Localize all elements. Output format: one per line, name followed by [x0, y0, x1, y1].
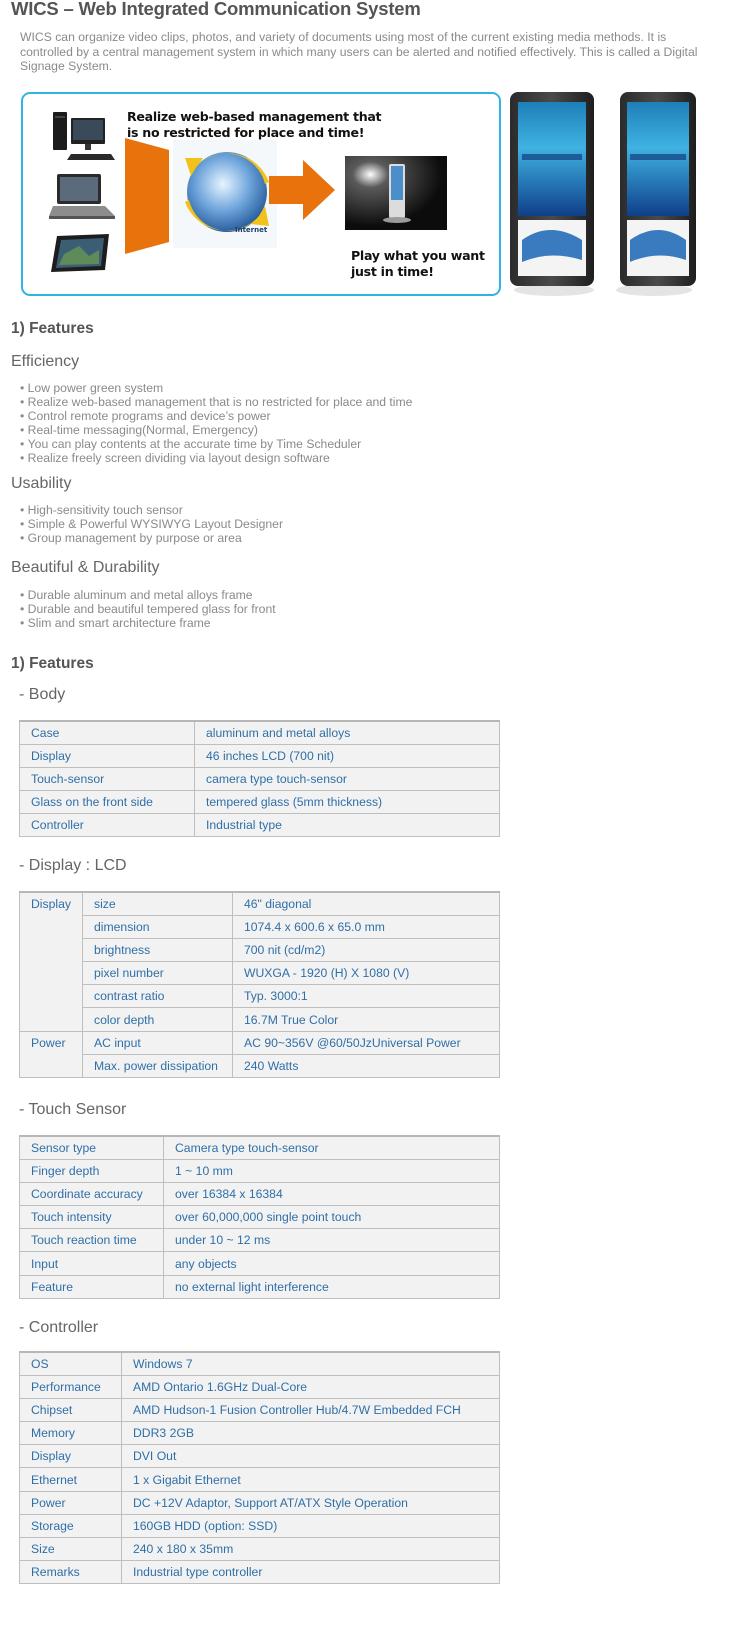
table-row [20, 1514, 500, 1537]
table-row [20, 1398, 500, 1421]
table-row [20, 767, 500, 790]
spec-label: dimension [83, 915, 233, 938]
spec-value: 46 inches LCD (700 nit) [195, 744, 500, 767]
table-row [20, 938, 500, 961]
kiosk-left [510, 92, 594, 296]
table-row [20, 1182, 500, 1205]
table-row [20, 1008, 500, 1031]
hero-banner [21, 92, 501, 296]
table-row [20, 1445, 500, 1468]
spec-label: Size [20, 1538, 122, 1561]
spec-group-label: Display [20, 892, 83, 1031]
spec-value: 160GB HDD (option: SSD) [122, 1514, 500, 1537]
spec-value: 1 x Gigabit Ethernet [122, 1468, 500, 1491]
spec-value: AMD Hudson-1 Fusion Controller Hub/4.7W Embedded FCH [122, 1398, 500, 1421]
hero-message-bottom: Play what you want just in time! [351, 248, 485, 279]
spec-value: any objects [164, 1252, 500, 1275]
spec-value: Industrial type [195, 814, 500, 837]
spec-value: AC 90~356V @60/50JzUniversal Power [233, 1031, 500, 1054]
table-row [20, 1206, 500, 1229]
page-title: WICS – Web Integrated Communication System [11, 0, 421, 19]
table-row [20, 962, 500, 985]
globe-icon [173, 140, 277, 248]
spec-label: Display [20, 744, 195, 767]
spec-value: 1074.4 x 600.6 x 65.0 mm [233, 915, 500, 938]
spec-label: Memory [20, 1422, 122, 1445]
list-item: • Low power green system [20, 381, 412, 395]
spec-label: Coordinate accuracy [20, 1182, 164, 1205]
spec-label: AC input [83, 1031, 233, 1054]
kiosk-right [616, 92, 696, 296]
spec-value: under 10 ~ 12 ms [164, 1229, 500, 1252]
features-heading-2: 1) Features [11, 655, 94, 672]
spec-label: Glass on the front side [20, 791, 195, 814]
spec-label: Chipset [20, 1398, 122, 1421]
table-row [20, 892, 500, 915]
spec-label: Remarks [20, 1561, 122, 1584]
spec-label: Power [20, 1491, 122, 1514]
internet-label: Internet [235, 226, 268, 234]
list-item: • You can play contents at the accurate time by Time Scheduler [20, 437, 412, 451]
spec-value: AMD Ontario 1.6GHz Dual-Core [122, 1375, 500, 1398]
spec-label: Storage [20, 1514, 122, 1537]
spec-label: Touch intensity [20, 1206, 164, 1229]
spec-value: tempered glass (5mm thickness) [195, 791, 500, 814]
spec-value: 240 Watts [233, 1054, 500, 1077]
table-row [20, 1159, 500, 1182]
list-item: • Realize freely screen dividing via layout design software [20, 451, 412, 465]
table-row [20, 1491, 500, 1514]
spec-label: Ethernet [20, 1468, 122, 1491]
durability-list [20, 588, 276, 630]
spec-value: 1 ~ 10 mm [164, 1159, 500, 1182]
table-row [20, 1252, 500, 1275]
display-spec-table [19, 891, 500, 1078]
table-row [20, 1229, 500, 1252]
touch-spec-table [19, 1135, 500, 1299]
spec-label: Max. power dissipation [83, 1054, 233, 1077]
usability-list [20, 503, 283, 545]
controller-heading: - Controller [19, 1319, 99, 1336]
spec-value: 16.7M True Color [233, 1008, 500, 1031]
spec-value: DDR3 2GB [122, 1422, 500, 1445]
table-row [20, 1031, 500, 1054]
spec-value: 46" diagonal [233, 892, 500, 915]
table-row [20, 791, 500, 814]
spec-label: Finger depth [20, 1159, 164, 1182]
list-item: • Group management by purpose or area [20, 531, 283, 545]
laptop-icon [47, 172, 117, 220]
features-heading-1: 1) Features [11, 320, 94, 337]
list-item: • Control remote programs and device’s power [20, 409, 412, 423]
display-lcd-heading: - Display : LCD [19, 857, 127, 874]
usability-heading: Usability [11, 475, 72, 492]
spec-value: Camera type touch-sensor [164, 1136, 500, 1159]
spec-group-label: Power [20, 1031, 83, 1077]
table-row [20, 1136, 500, 1159]
spec-value: Windows 7 [122, 1352, 500, 1375]
table-row [20, 1422, 500, 1445]
desktop-computer-icon [49, 112, 115, 162]
arrow-right-icon [269, 160, 337, 220]
spec-label: Feature [20, 1275, 164, 1298]
spec-value: 240 x 180 x 35mm [122, 1538, 500, 1561]
body-spec-table [19, 720, 500, 837]
table-row [20, 1538, 500, 1561]
list-item: • Simple & Powerful WYSIWYG Layout Designer [20, 517, 283, 531]
controller-spec-table [19, 1351, 500, 1584]
spec-label: brightness [83, 938, 233, 961]
spec-label: Performance [20, 1375, 122, 1398]
list-item: • Real-time messaging(Normal, Emergency) [20, 423, 412, 437]
funnel-shape [125, 138, 171, 254]
kiosk-product-image [510, 90, 725, 300]
spec-label: size [83, 892, 233, 915]
spec-label: Case [20, 721, 195, 744]
spec-label: Sensor type [20, 1136, 164, 1159]
spec-label: Input [20, 1252, 164, 1275]
list-item: • High-sensitivity touch sensor [20, 503, 283, 517]
table-row [20, 1352, 500, 1375]
table-row [20, 744, 500, 767]
spec-value: no external light interference [164, 1275, 500, 1298]
spec-label: contrast ratio [83, 985, 233, 1008]
spec-label: Controller [20, 814, 195, 837]
spec-value: Typ. 3000:1 [233, 985, 500, 1008]
spec-label: OS [20, 1352, 122, 1375]
spec-value: WUXGA - 1920 (H) X 1080 (V) [233, 962, 500, 985]
table-row [20, 915, 500, 938]
table-row [20, 1375, 500, 1398]
touch-sensor-heading: - Touch Sensor [19, 1101, 127, 1118]
efficiency-list [20, 381, 412, 465]
hero-message-top: Realize web-based management that is no restricted for place and time! [127, 109, 382, 140]
spec-value: aluminum and metal alloys [195, 721, 500, 744]
spec-label: color depth [83, 1008, 233, 1031]
spec-value: Industrial type controller [122, 1561, 500, 1584]
efficiency-heading: Efficiency [11, 353, 80, 370]
table-row [20, 721, 500, 744]
table-row [20, 814, 500, 837]
spec-value: DC +12V Adaptor, Support AT/ATX Style Operation [122, 1491, 500, 1514]
body-heading: - Body [19, 686, 66, 703]
tablet-icon [49, 232, 111, 274]
table-row [20, 1468, 500, 1491]
table-row [20, 985, 500, 1008]
spec-value: over 16384 x 16384 [164, 1182, 500, 1205]
spec-label: Touch-sensor [20, 767, 195, 790]
beautiful-durability-heading: Beautiful & Durability [11, 559, 160, 576]
spec-value: over 60,000,000 single point touch [164, 1206, 500, 1229]
spec-value: 700 nit (cd/m2) [233, 938, 500, 961]
list-item: • Realize web-based management that is no restricted for place and time [20, 395, 412, 409]
spec-value: camera type touch-sensor [195, 767, 500, 790]
kiosk-icon [345, 156, 447, 230]
table-row [20, 1275, 500, 1298]
spec-label: Display [20, 1445, 122, 1468]
table-row [20, 1561, 500, 1584]
table-row [20, 1054, 500, 1077]
list-item: • Slim and smart architecture frame [20, 616, 276, 630]
spec-value: DVI Out [122, 1445, 500, 1468]
list-item: • Durable and beautiful tempered glass for front [20, 602, 276, 616]
list-item: • Durable aluminum and metal alloys frame [20, 588, 276, 602]
spec-label: Touch reaction time [20, 1229, 164, 1252]
intro-paragraph: WICS can organize video clips, photos, and variety of documents using most of the current existing media methods. It is controlled by a central management system in which many users can be alerted and notified effectively. This is called a Digital Signage System. [20, 30, 698, 73]
spec-label: pixel number [83, 962, 233, 985]
